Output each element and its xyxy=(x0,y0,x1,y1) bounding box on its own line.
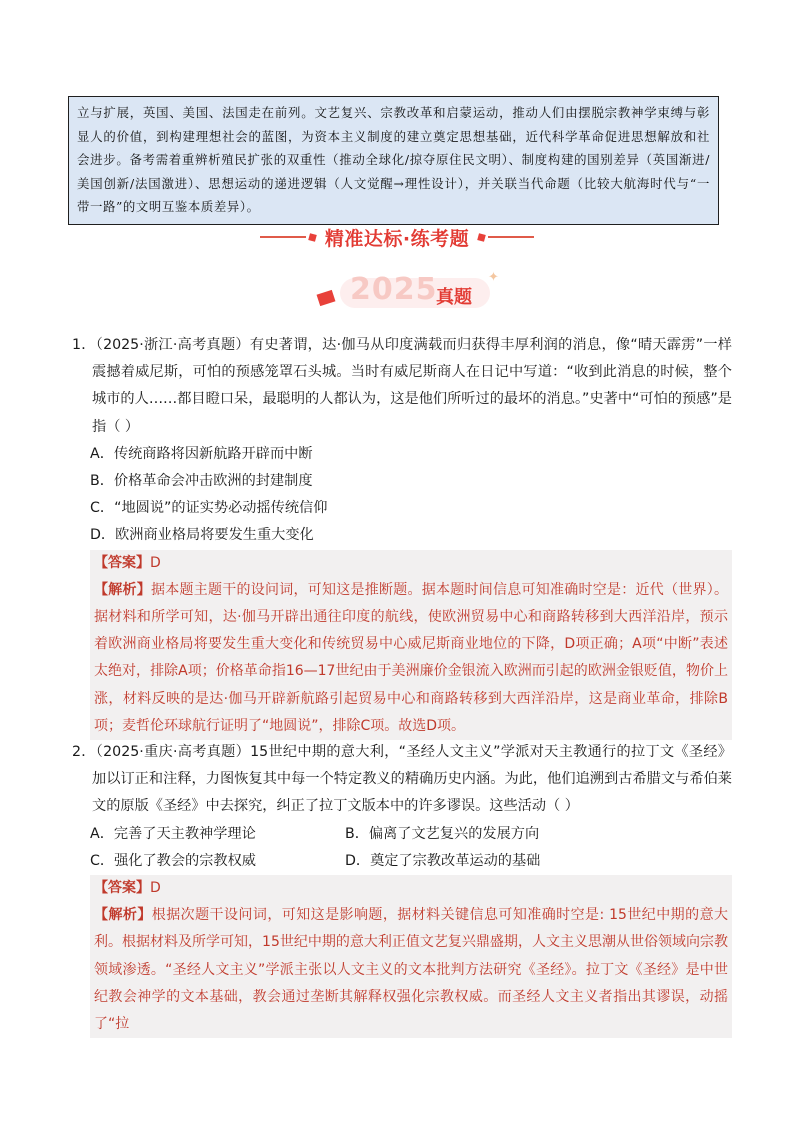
option-d: D．欧洲商业格局将要发生重大变化 xyxy=(90,527,314,544)
question-1 xyxy=(72,332,732,740)
banner-square-icon xyxy=(477,233,486,242)
option-b: B．偏离了文艺复兴的发展方向 xyxy=(345,825,540,842)
option-c: C．“地圆说”的证实势必动摇传统信仰 xyxy=(90,500,328,517)
option-b: B．价格革命会冲击欧洲的封建制度 xyxy=(90,473,313,490)
answer-value: D xyxy=(150,554,161,571)
intro-summary-box xyxy=(68,96,719,225)
analysis-label: 【解析】 xyxy=(94,581,151,598)
answer-block xyxy=(90,875,732,1038)
flag-icon xyxy=(317,290,336,306)
section-title: 精准达标·练考题 xyxy=(324,227,470,250)
option-a: A．传统商路将因新航路开辟而中断 xyxy=(90,445,313,462)
question-stem: 2．（2025·重庆·高考真题）15世纪中期的意大利，“圣经人文主义”学派对天主教通行的拉丁文《圣经》加以订正和注释，力图恢复其中每一个特定教义的精确历史内涵。为此，他们追溯到古希腊文与希伯莱文的原版《圣经》中去探究，纠正了拉丁文版本中的许多谬误。这些活动（ ） xyxy=(72,744,732,815)
answer-label: 【答案】 xyxy=(94,880,150,897)
sparkle-icon: ✦ xyxy=(488,270,499,285)
option-row xyxy=(72,848,732,875)
year-badge xyxy=(312,270,502,314)
analysis-text: 据本题主题干的设问词，可知这是推断题。据本题时间信息可知准确时空是：近代（世界）。据材料和所学可知，达·伽马开辟出通往印度的航线，使欧洲贸易中心和商路转移到大西洋沿岸，预示着欧洲商业格局将要发生重大变化和传统贸易中心威尼斯商业地位的下降，D项正确；A项“中断”表述太绝对，排除A项；价格革命指16—17世纪由于美洲廉价金银流入欧洲而引起的欧洲金银贬值，物价上涨，材料反映的是达·伽马开辟新航路引起贸易中心和商路转移到大西洋沿岸，这是商业革命，排除B项；麦哲伦环球航行证明了“地圆说”，排除C项。故选D项。 xyxy=(94,581,728,734)
section-banner xyxy=(0,222,794,252)
badge-label: 真题 xyxy=(436,287,472,308)
analysis-label: 【解析】 xyxy=(94,907,152,924)
option-c: C．强化了教会的宗教权威 xyxy=(90,852,256,869)
banner-left-line xyxy=(260,236,306,238)
banner-right-line xyxy=(488,236,534,238)
analysis-text: 根据次题干设问词，可知这是影响题，据材料关键信息可知准确时空是: 15世纪中期的意大利。根据材料及所学可知，15世纪中期的意大利正值文艺复兴鼎盛期，人文主义思潮从世俗领域向宗教领域渗透。“圣经人文主义”学派主张以人文主义的文本批判方法研究《圣经》。拉丁文《圣经》是中世纪教会神学的文本基础，教会通过垄断其解释权强化宗教权威。而圣经人文主义者指出其谬误，动摇了“拉 xyxy=(94,907,729,1033)
question-stem: 1．（2025·浙江·高考真题）有史著谓，达·伽马从印度满载而归获得丰厚利润的消息，像“晴天霹雳”一样震撼着威尼斯，可怕的预感笼罩石头城。当时有威尼斯商人在日记中写道：“收到此消息的时候，整个城市的人……都目瞪口呆，最聪明的人都认为，这是他们所听过的最坏的消息。”史著中“可怕的预感”是指（ ） xyxy=(72,337,732,435)
intro-text: 立与扩展，英国、美国、法国走在前列。文艺复兴、宗教改革和启蒙运动，推动人们由摆脱宗教神学束缚与彰显人的价值，到构建理想社会的蓝图，为资本主义制度的建立奠定思想基础，近代科学革命促进思想解放和社会进步。备考需着重辨析殖民扩张的双重性（推动全球化/掠夺原住民文明）、制度构建的国别差异（英国渐进/美国创新/法国激进）、思想运动的递进逻辑（人文觉醒→理性设计），并关联当代命题（比较大航海时代与“一带一路”的文明互鉴本质差异）。 xyxy=(77,105,710,214)
option-d: D．奠定了宗教改革运动的基础 xyxy=(345,852,541,869)
answer-label: 【答案】 xyxy=(94,554,150,571)
answer-value: D xyxy=(150,880,161,897)
option-a: A．完善了天主教神学理论 xyxy=(90,825,256,842)
banner-square-icon xyxy=(308,233,317,242)
question-2 xyxy=(72,739,732,1038)
option-row xyxy=(72,821,732,848)
answer-block xyxy=(90,550,732,740)
badge-year: 2025 xyxy=(350,272,438,307)
